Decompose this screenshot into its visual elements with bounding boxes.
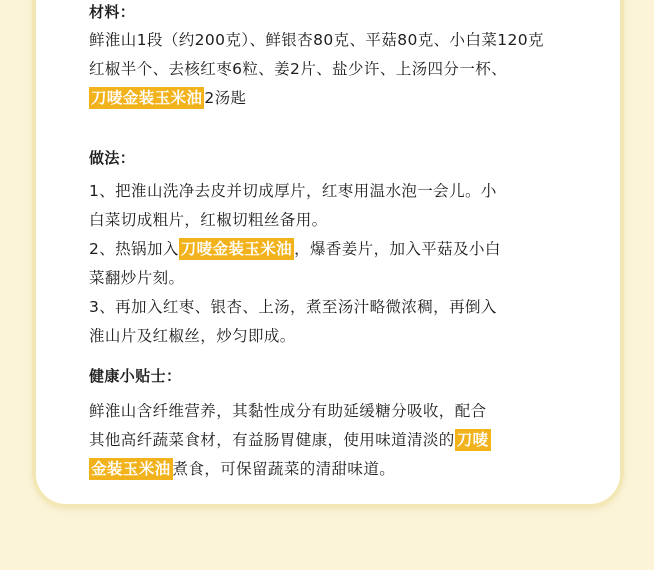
tips-line-3: [89, 455, 569, 484]
step-2-post: ，爆香姜片，加入平菇及小白: [294, 240, 501, 258]
step-1-line-1: 1、把淮山洗净去皮并切成厚片，红枣用温水泡一会儿。小: [89, 182, 497, 200]
tips-line-2: [89, 426, 569, 455]
step-3-line-1: 3、再加入红枣、银杏、上汤，煮至汤汁略微浓稠，再倒入: [89, 298, 497, 316]
tips-line-2-pre: 其他高纤蔬菜食材，有益肠胃健康，使用味道清淡的: [89, 431, 455, 449]
brand-highlight: 金装玉米油: [91, 460, 171, 478]
materials-line-2: 红椒半个、去核红枣6粒、姜2片、盐少许、上汤四分一杯、: [89, 60, 508, 78]
tips-line-1: 鲜淮山含纤维营养，其黏性成分有助延缓糖分吸收，配合: [89, 402, 487, 420]
method-section: [89, 148, 569, 351]
tips-heading: 健康小贴士：: [89, 367, 182, 385]
brand-highlight: 刀唛: [456, 431, 489, 449]
step-1-line-2: 白菜切成粗片，红椒切粗丝备用。: [89, 211, 328, 229]
method-heading: 做法：: [89, 149, 136, 167]
step-2-pre: 2、热锅加入: [89, 240, 179, 258]
materials-heading: 材料：: [89, 3, 136, 21]
step-2-line-1: [89, 235, 569, 264]
brand-highlight: 刀唛金装玉米油: [180, 240, 293, 258]
step-3-line-2: 淮山片及红椒丝，炒匀即成。: [89, 327, 296, 345]
materials-line-3: [89, 84, 569, 113]
tips-line-3-post: 煮食，可保留蔬菜的清甜味道。: [172, 460, 396, 478]
step-2-line-2: 菜翻炒片刻。: [89, 269, 185, 287]
tips-section: [89, 366, 569, 484]
materials-line-3-rest: 2汤匙: [204, 89, 247, 107]
materials-line-1: 鲜淮山1段（约200克）、鲜银杏80克、平菇80克、小白菜120克: [89, 31, 544, 49]
materials-section: [89, 0, 569, 113]
brand-highlight: 刀唛金装玉米油: [91, 89, 203, 107]
